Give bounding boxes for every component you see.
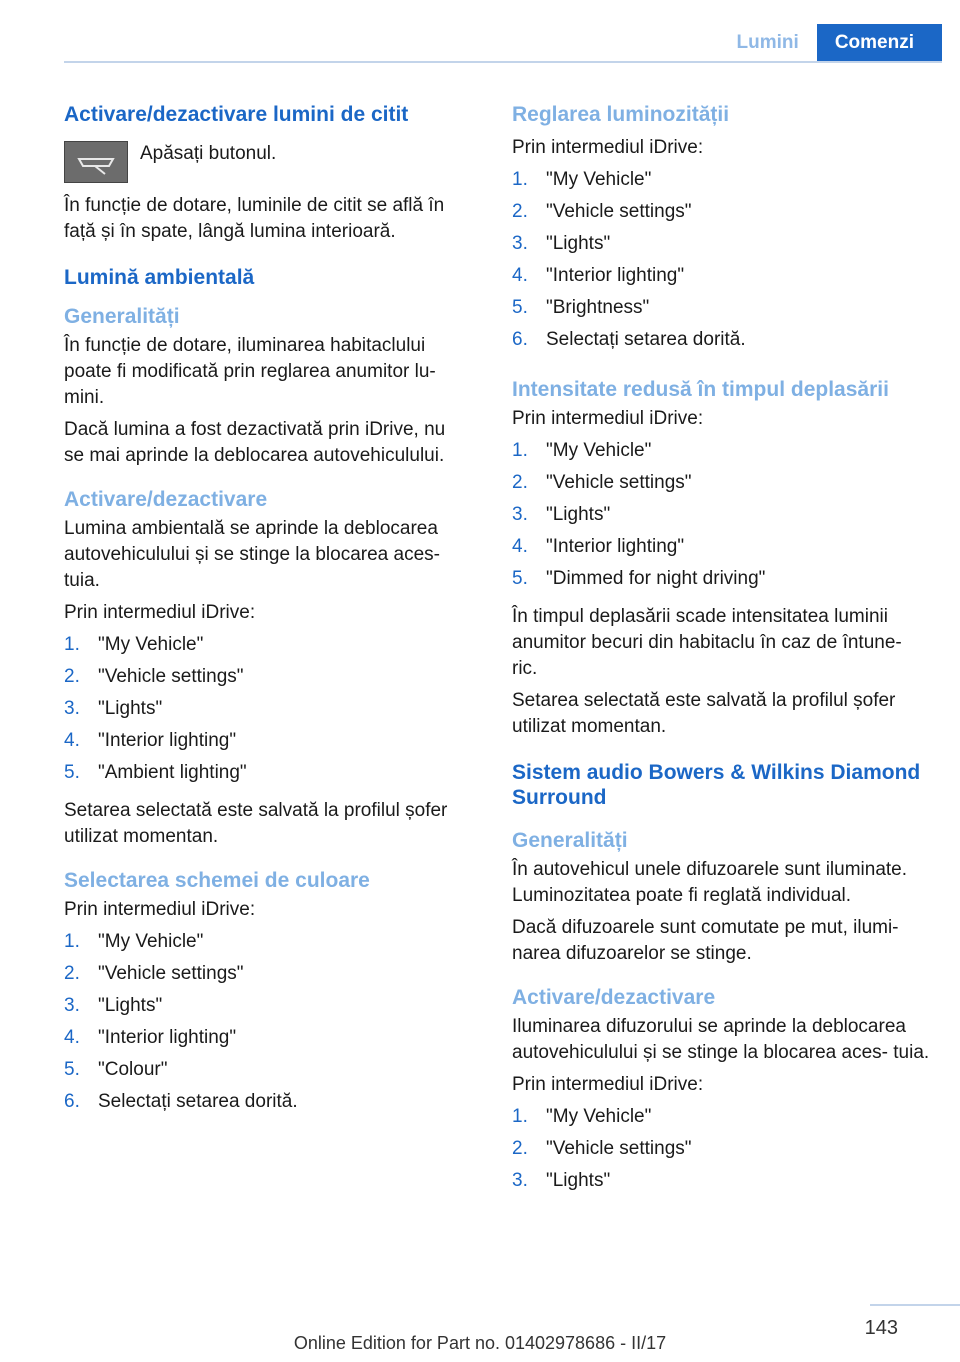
list-item: 5. "Dimmed for night driving"	[512, 568, 766, 589]
activate-heading: Activare/dezactivare	[512, 986, 716, 1009]
footer-divider	[870, 1304, 960, 1306]
color-scheme-heading: Selectarea schemei de culoare	[64, 869, 370, 892]
list-item: 6. Selectați setarea dorită.	[64, 1091, 298, 1112]
list-item: 2. "Vehicle settings"	[512, 201, 692, 222]
activate-heading: Activare/dezactivare	[64, 488, 268, 511]
list-item: 5. "Ambient lighting"	[64, 762, 247, 783]
list-item: 3. "Lights"	[512, 504, 611, 525]
list-item: 4. "Interior lighting"	[512, 536, 685, 557]
list-item: 6. Selectați setarea dorită.	[512, 329, 746, 350]
list-item: 2. "Vehicle settings"	[512, 1138, 692, 1159]
ambient-steps-list	[64, 632, 464, 792]
left-column	[64, 100, 464, 1127]
tab-comenzi[interactable]: Comenzi	[817, 24, 942, 62]
general-text-2: Dacă lumina a fost dezactivată prin iDrive, nu se mai aprinde la deblocarea autovehiculului.	[64, 419, 446, 466]
list-item: 4. "Interior lighting"	[64, 730, 237, 751]
list-item: 3. "Lights"	[512, 1170, 611, 1191]
idrive-text: Prin intermediul iDrive:	[64, 899, 256, 920]
reading-light-button-icon	[64, 141, 128, 183]
button-instruction	[64, 141, 464, 183]
night-steps-list	[512, 438, 932, 598]
speaker-steps-list	[512, 1104, 932, 1200]
night-dimming-heading: Intensitate redusă în timpul deplasării	[512, 378, 889, 401]
list-item: 5. "Colour"	[64, 1059, 168, 1080]
general-heading: Generalități	[512, 829, 628, 852]
list-item: 1. "My Vehicle"	[64, 634, 204, 655]
header-divider	[64, 61, 942, 63]
speakers-text-2: Dacă difuzoarele sunt comutate pe mut, ilumi- narea difuzoarelor se stinge.	[512, 917, 899, 964]
right-column	[512, 100, 932, 1206]
list-item: 5. "Brightness"	[512, 297, 650, 318]
brightness-heading: Reglarea luminozității	[512, 103, 730, 126]
activate-text: Lumina ambientală se aprinde la deblocarea autovehiculului și se stinge la blocarea aces- tuia.	[64, 518, 440, 591]
idrive-text: Prin intermediul iDrive:	[512, 408, 704, 429]
list-item: 1. "My Vehicle"	[512, 440, 652, 461]
speaker-light-text: Iluminarea difuzorului se aprinde la deblocarea autovehiculului și se stinge la blocarea aces- tuia.	[512, 1016, 930, 1063]
reading-lights-heading: Activare/dezactivare lumini de citit	[64, 103, 409, 126]
color-steps-list	[64, 929, 464, 1121]
list-item: 1. "My Vehicle"	[512, 169, 652, 190]
list-item: 1. "My Vehicle"	[64, 931, 204, 952]
tab-lumini[interactable]: Lumini	[719, 24, 817, 62]
list-item: 2. "Vehicle settings"	[64, 963, 244, 984]
list-item: 4. "Interior lighting"	[64, 1027, 237, 1048]
edition-footer: Online Edition for Part no. 01402978686 - II/17	[293, 1333, 667, 1353]
list-item: 3. "Lights"	[512, 233, 611, 254]
general-text-1: În funcție de dotare, iluminarea habitaclului poate fi modificată prin reglarea anumitor lu- mini.	[64, 335, 436, 408]
saved-profile-text: Setarea selectată este salvată la profilul șofer utilizat momentan.	[64, 800, 448, 847]
speakers-text-1: În autovehicul unele difuzoarele sunt iluminate. Luminozitatea poate fi reglată individual.	[512, 859, 908, 906]
header-tabs	[719, 24, 942, 62]
list-item: 1. "My Vehicle"	[512, 1106, 652, 1127]
list-item: 2. "Vehicle settings"	[512, 472, 692, 493]
ambient-light-heading: Lumină ambientală	[64, 266, 255, 289]
audio-system-heading: Sistem audio Bowers & Wilkins Diamond Surround	[512, 761, 921, 809]
idrive-text: Prin intermediul iDrive:	[64, 602, 256, 623]
list-item: 3. "Lights"	[64, 995, 163, 1016]
list-item: 2. "Vehicle settings"	[64, 666, 244, 687]
list-item: 4. "Interior lighting"	[512, 265, 685, 286]
page-number: 143	[864, 1317, 898, 1339]
idrive-text: Prin intermediul iDrive:	[512, 137, 704, 158]
general-heading: Generalități	[64, 305, 180, 328]
list-item: 3. "Lights"	[64, 698, 163, 719]
reading-lights-text: În funcție de dotare, luminile de citit se află în față și în spate, lângă lumina interioară.	[64, 195, 445, 242]
press-button-text: Apăsați butonul.	[140, 143, 277, 164]
brightness-steps-list	[512, 167, 932, 359]
night-dimming-text: În timpul deplasării scade intensitatea luminii anumitor becuri din habitaclu în caz de întune- ric.	[512, 606, 902, 679]
saved-profile-text: Setarea selectată este salvată la profilul șofer utilizat momentan.	[512, 690, 896, 737]
idrive-text: Prin intermediul iDrive:	[512, 1074, 704, 1095]
